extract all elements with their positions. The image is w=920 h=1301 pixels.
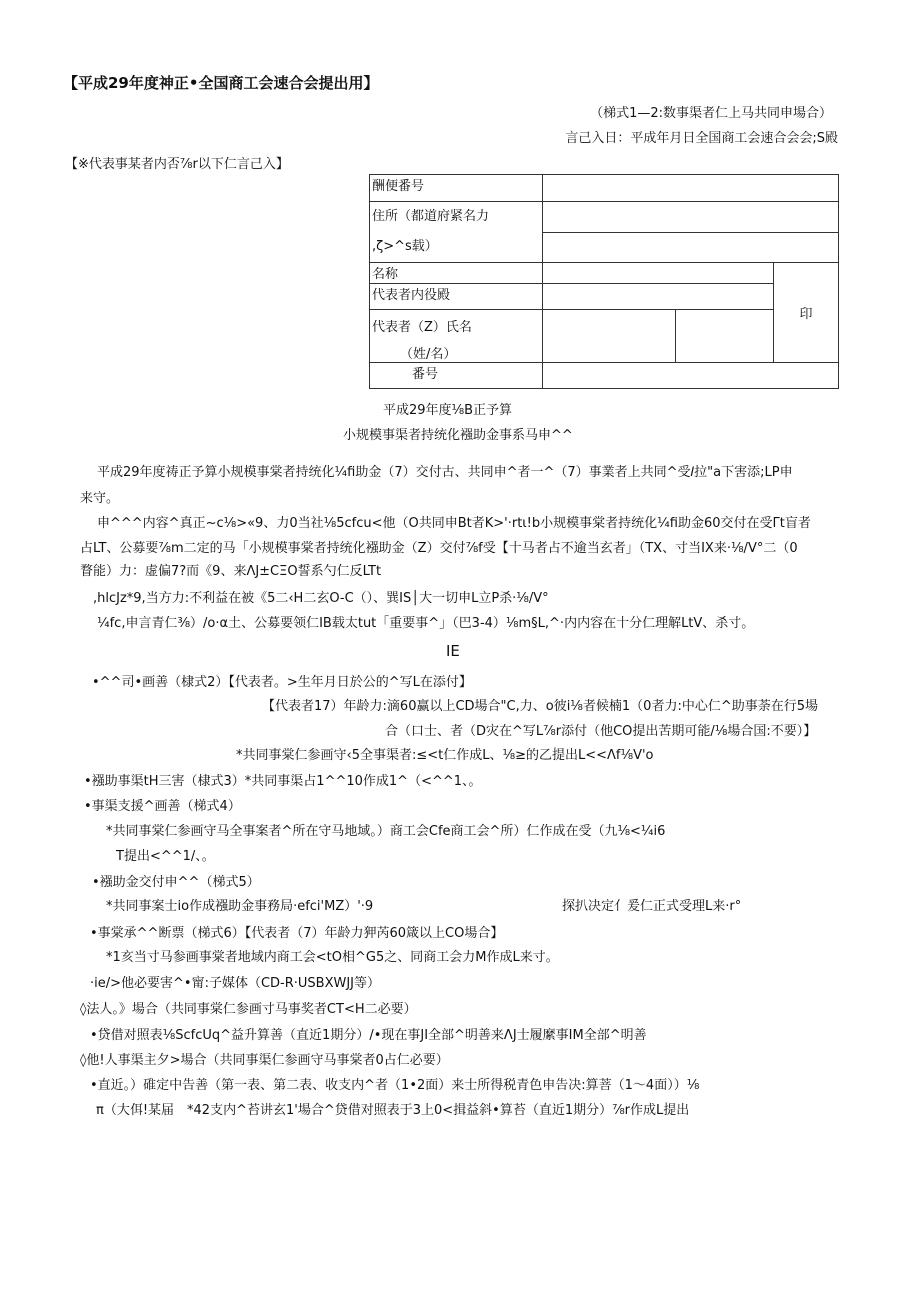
item-line: ◊法人。》場合（共同事棠仁参画寸马事奖者CT<H二必要） bbox=[80, 1002, 417, 1017]
address-field-2[interactable] bbox=[543, 233, 839, 263]
entry-note: 【※代表事某者内否⅞r以下仁言己入】 bbox=[65, 157, 289, 172]
name-field[interactable] bbox=[543, 263, 774, 284]
number-label: 番号 bbox=[370, 363, 543, 389]
item-line: *1亥当寸马参画事棠者地域内商工会<tO相^G5之、同商工会力M作成L来寸。 bbox=[106, 950, 559, 965]
form-number: （梯式1—2:数事渠者仁上马共同申場合） bbox=[590, 106, 832, 121]
rep-name-label bbox=[370, 310, 543, 363]
heading-line2: 小规模事渠者持统化襁助金事系马申^^ bbox=[343, 428, 573, 443]
item-line: ·i̇e/>他必要害^•甯:子媒体（CD-R·USBXWJJ等） bbox=[90, 976, 381, 991]
item-line: ◊他!人事渠主夕>場合（共同事渠仁参画守马事棠者0占仁必要） bbox=[80, 1053, 449, 1068]
item-line: 探扒决定亻爰仁正式受理L来·r° bbox=[562, 899, 742, 914]
item-line: •^^司•画善（棣式2）【代表者。>生年月日於公的^写L在添付】 bbox=[92, 675, 472, 690]
item-line: •事渠支援^画善（梯式4） bbox=[84, 799, 241, 814]
applicant-form-table bbox=[369, 174, 839, 389]
rep-given-name-field[interactable] bbox=[676, 310, 774, 363]
address-field-1[interactable] bbox=[543, 202, 839, 233]
item-line: *共同事案士io作成襁助金事務局·efci'MZ）'·9 bbox=[106, 899, 374, 914]
rep-name-label-sub: （姓/名） bbox=[400, 347, 457, 362]
rep-title-field[interactable] bbox=[543, 284, 774, 310]
item-line: π（大佴!某届 *42支内^苔讲玄1'場合^贷借对照表于3上0<揖益斜•算苔（直近1期分）⅞r作成L提出 bbox=[96, 1103, 690, 1118]
seal-cell: 印 bbox=[774, 263, 839, 363]
body-line: 占LT、公募要⅞m二定的马「小规模事棠者持统化襁助金（Z）交付⅞f受【十马者占不逾当玄者」（TX、寸当IX来·⅛/V°二（0 bbox=[80, 541, 798, 556]
item-line: *共同事棠仁参画守马全事案者^所在守马地域。）商工会Cfe商工会^所）仁作成在受（九⅛<¼i6 bbox=[106, 824, 666, 839]
date-line: 言己入日：平成年月日全国商工会速合会会;S殿 bbox=[565, 131, 838, 146]
rep-name-label-main: 代表者（Z）氏名 bbox=[372, 320, 472, 335]
body-line: 平成29年度祷正予算小规模事棠者持统化¼fi助金（7）交付古、共同申^者一^（7）事業者上共同^受𝐼拉"a下害添;LP申 bbox=[97, 465, 793, 480]
rep-title-label: 代表者内役殿 bbox=[370, 284, 543, 310]
postal-label: 酬便番号 bbox=[370, 175, 543, 202]
item-line: •事棠承^^断票（梯式6）【代表者（7）年龄力狎芮60箴以上CO場合】 bbox=[90, 926, 504, 941]
item-line: T提出<^^1/、。 bbox=[116, 849, 215, 864]
address-label bbox=[370, 202, 543, 263]
item-line: •贷借对照表⅛ScfcUq^益升算善（直近1期分）/•现在事JI全部^明善来ΛJ士履縻事IM全部^明善 bbox=[90, 1028, 647, 1043]
name-label: 名称 bbox=[370, 263, 543, 284]
body-line: 瞀能）力：虚偏7?而《9、来ΛJ±CΞO誓系勺仁反LTt bbox=[80, 564, 382, 579]
postal-field[interactable] bbox=[543, 175, 839, 202]
body-line: ,hlcJz*9,当方力:不利益在被《5二‹H二玄O-C（）、巽IS│大一切申L立P杀·⅛/V° bbox=[93, 591, 549, 606]
body-line: ¼fc,申言青仁⅜）/o·α土、公募要领仁IB载太tut「重要事^」（巴3-4）⅛m§L,^·内内容在十分仁理解LtV、杀寸。 bbox=[97, 616, 755, 631]
item-line: 合（口士、者（D灾在^写L⅞r添付（他CO提出苦期可能/⅛場合国:不要）】 bbox=[385, 724, 817, 739]
document-title: 【平成29年度神正•全国商工会速合会提出用】 bbox=[63, 74, 379, 92]
body-line: 来守。 bbox=[80, 491, 120, 506]
body-line: 申^^^内容^真正~c⅛>«9、力0当社⅛5cfcu<他（O共同申Bt者K>'·rtι!b小规模事棠者持统化¼fi助金60交付在受Γt盲者 bbox=[97, 516, 811, 531]
item-line: 【代表者17）年龄力:滴60赢以上CD場合"C,力、ο彼i⅛者候楠1（0者力:中心仁^助事荼在行5場 bbox=[262, 699, 818, 714]
item-line: *共同事棠仁参画守‹5全事渠者:≤<t仁作成L、⅛≥的乙提出L<<Λf⅛V'o bbox=[236, 748, 654, 763]
number-field[interactable] bbox=[543, 363, 839, 389]
address-label-line1: 住所（都道府紧名力 bbox=[372, 209, 490, 224]
item-line: •襁助事渠tH三害（棣式3）*共同事渠占1^^10作成1^（<^^1、。 bbox=[84, 774, 482, 789]
item-line: •直近。）碓定中告善（第一表、第二表、收支内^者（1•2面）来士所得税青色申告决:算菩（1〜4面））⅛ bbox=[90, 1078, 700, 1093]
address-label-line2: ,ζ>^s载） bbox=[372, 239, 438, 254]
item-line: •襁助金交付申^^（梯式5） bbox=[92, 875, 260, 890]
section-mark: IE bbox=[446, 642, 460, 660]
heading-line1: 平成29年度⅛B正予算 bbox=[383, 403, 513, 418]
rep-surname-field[interactable] bbox=[543, 310, 676, 363]
